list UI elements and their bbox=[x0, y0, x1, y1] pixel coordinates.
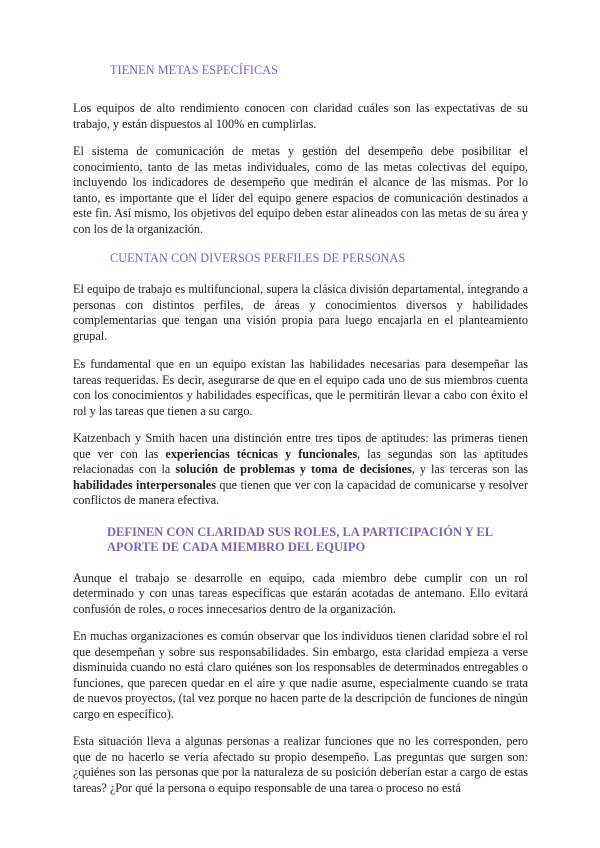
aptitudes-bold-tecnicas: experiencias técnicas y funcionales bbox=[165, 446, 358, 461]
paragraph-organizaciones: En muchas organizaciones es común observar que los individuos tienen claridad sobre el rol que desempeñan y sobre sus responsabilidades. Sin embargo, esta claridad empieza a verse disminuida cuando no está claro quiénes son los responsables de determinados entregables o funciones, que parecen quedar en el aire y que nadie asume, especialmente cuando se trata de nuevos proyectos, (tal vez porque no hacen parte de la descripción de funciones de ningún cargo en específico). bbox=[73, 629, 528, 721]
section-heading-roles: DEFINEN CON CLARIDAD SUS ROLES, LA PARTICIPACIÓN Y EL APORTE DE CADA MIEMBRO DEL EQUIPO bbox=[107, 524, 493, 554]
aptitudes-bold-interpersonales: habilidades interpersonales bbox=[73, 477, 216, 492]
aptitudes-text-2: , las segundas son las aptitudes relacionadas con la bbox=[73, 446, 528, 476]
paragraph-sistema-comunicacion: El sistema de comunicación de metas y gestión del desempeño debe posibilitar el conocimiento, tanto de las metas individuales, como de las metas colectivas del equipo, incluyendo los indicadores de desempeño que medirán el alcance de las mismas. Por lo tanto, es importante que el líder del equipo genere espacios de comunicación destinados a este fin. Así mismo, los objetivos del equipo deben estar alineados con las metas de su área y con los de la organización. bbox=[73, 144, 528, 236]
paragraph-rol-determinado: Aunque el trabajo se desarrolle en equipo, cada miembro debe cumplir con un rol determinado y con unas tareas específicas que estarán acotadas de antemano. Ello evitará confusión de roles, o roces innecesarios dentro de la organización. bbox=[73, 570, 528, 616]
section-heading-perfiles: CUENTAN CON DIVERSOS PERFILES DE PERSONAS bbox=[110, 251, 406, 265]
aptitudes-bold-problemas: solución de problemas y toma de decisiones bbox=[175, 462, 412, 476]
aptitudes-text-4: que tienen que ver con la capacidad de comunicarse y resolver conflictos de manera efectiva. bbox=[73, 477, 528, 507]
section-heading-metas: TIENEN METAS ESPECÍFICAS bbox=[110, 63, 278, 77]
paragraph-situacion: Esta situación lleva a algunas personas a realizar funciones que no les corresponden, pero que de no hacerlo se vería afectado su propio desempeño. Las preguntas que surgen son: ¿quiénes son las personas que por la naturaleza de su posición deberían estar a cargo de estas tareas? ¿Por qué la persona o equipo responsable de una tarea o proceso no está bbox=[73, 734, 528, 795]
paragraph-aptitudes bbox=[73, 431, 528, 509]
aptitudes-text-3: , y las terceras son las bbox=[411, 462, 528, 476]
paragraph-multifuncional: El equipo de trabajo es multifuncional, supera la clásica división departamental, integrando a personas con distintos perfiles, de áreas y conocimientos diversos y habilidades complementarias que tengan una visión propia para luego encajarla en el planteamiento grupal. bbox=[73, 282, 528, 343]
paragraph-habilidades: Es fundamental que en un equipo existan las habilidades necesarias para desempeñar las tareas requeridas. Es decir, asegurarse de que en el equipo cada uno de sus miembros cuenta con los conocimientos y habilidades específicas, que le permitirán llevar a cabo con éxito el rol y las tareas que tienen a su cargo. bbox=[73, 357, 528, 418]
paragraph-expectativas: Los equipos de alto rendimiento conocen con claridad cuáles son las expectativas de su trabajo, y están dispuestos al 100% en cumplirlas. bbox=[73, 101, 528, 131]
page-content bbox=[73, 62, 528, 796]
aptitudes-text-1: Katzenbach y Smith hacen una distinción entre tres tipos de aptitudes: las primeras tienen que ver con las bbox=[73, 431, 528, 461]
